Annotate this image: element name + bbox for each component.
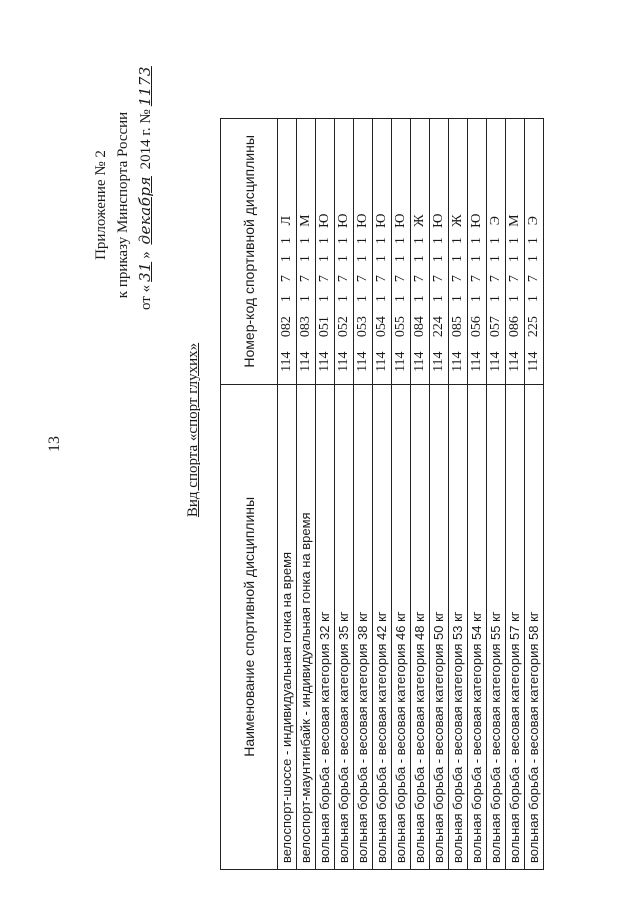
code-segment: 114: [431, 351, 446, 372]
table-row: [525, 119, 544, 870]
year-text: 2014 г. №: [138, 109, 154, 170]
table-body: [278, 119, 544, 870]
code-segment: 7: [393, 275, 408, 283]
code-segment: 057: [488, 316, 503, 338]
table-row: [468, 119, 487, 870]
code-segment: 1: [279, 255, 294, 263]
code-segment: 7: [431, 275, 446, 283]
code-segment: 114: [450, 351, 465, 372]
code-segment: Э: [526, 216, 541, 226]
code-segment: 114: [355, 351, 370, 372]
discipline-code-cell: [278, 119, 297, 385]
table-row: [316, 119, 335, 870]
order-date-line: [134, 66, 157, 310]
code-segment: 1: [488, 237, 503, 245]
code-segment: 1: [526, 295, 541, 303]
table-row: [354, 119, 373, 870]
table-row: [430, 119, 449, 870]
code-segment: 114: [298, 351, 313, 372]
discipline-name-cell: вольная борьба - весовая категория 53 кг: [449, 384, 468, 869]
code-segment: 7: [317, 275, 332, 283]
code-segment: 056: [469, 316, 484, 338]
code-segment: 114: [507, 351, 522, 372]
code-segment: 7: [488, 275, 503, 283]
code-segment: 1: [317, 295, 332, 303]
discipline-name-cell: велоспорт-маунтинбайк - индивидуальная гонка на время: [297, 384, 316, 869]
code-segment: 1: [336, 237, 351, 245]
code-segment: 1: [317, 255, 332, 263]
code-segment: 085: [450, 316, 465, 338]
date-prefix: от «: [138, 284, 154, 310]
code-segment: 1: [526, 255, 541, 263]
code-segment: 1: [298, 255, 313, 263]
code-segment: 1: [488, 255, 503, 263]
code-segment: 1: [279, 237, 294, 245]
code-segment: Ю: [355, 213, 370, 228]
code-segment: 7: [336, 275, 351, 283]
code-segment: 1: [526, 237, 541, 245]
discipline-name-cell: вольная борьба - весовая категория 38 кг: [354, 384, 373, 869]
code-segment: 225: [526, 316, 541, 338]
discipline-code-cell: [525, 119, 544, 385]
code-segment: Л: [279, 215, 294, 226]
discipline-code-cell: [335, 119, 354, 385]
code-segment: 1: [336, 295, 351, 303]
code-segment: 7: [298, 275, 313, 283]
code-segment: 083: [298, 316, 313, 338]
sport-title: Вид спорта «спорт глухих»: [185, 342, 201, 518]
code-segment: 1: [374, 255, 389, 263]
code-segment: 114: [393, 351, 408, 372]
order-reference: к приказу Минспорта России: [115, 111, 131, 299]
code-segment: 1: [355, 237, 370, 245]
code-segment: Ю: [469, 213, 484, 228]
code-segment: 1: [469, 295, 484, 303]
code-segment: 1: [412, 237, 427, 245]
code-segment: 7: [450, 275, 465, 283]
discipline-code-cell: [506, 119, 525, 385]
code-segment: Э: [488, 216, 503, 226]
code-segment: 1: [469, 237, 484, 245]
table-row: [335, 119, 354, 870]
discipline-name-cell: вольная борьба - весовая категория 48 кг: [411, 384, 430, 869]
code-segment: 1: [507, 295, 522, 303]
table-row: [449, 119, 468, 870]
code-segment: 052: [336, 316, 351, 338]
code-segment: 1: [279, 295, 294, 303]
code-segment: 114: [469, 351, 484, 372]
table-row: [392, 119, 411, 870]
code-segment: Ю: [317, 213, 332, 228]
code-segment: 7: [469, 275, 484, 283]
code-segment: М: [298, 214, 313, 227]
code-segment: 1: [488, 295, 503, 303]
code-segment: 114: [374, 351, 389, 372]
code-segment: 1: [450, 237, 465, 245]
approval-block: [90, 66, 157, 310]
code-segment: 1: [393, 255, 408, 263]
discipline-name-cell: велоспорт-шоссе - индивидуальная гонка на время: [278, 384, 297, 869]
code-segment: 054: [374, 316, 389, 338]
code-segment: 1: [450, 295, 465, 303]
code-segment: 1: [507, 237, 522, 245]
code-segment: 1: [317, 237, 332, 245]
code-segment: 1: [355, 255, 370, 263]
code-segment: 7: [355, 275, 370, 283]
discipline-code-cell: [430, 119, 449, 385]
code-segment: 114: [412, 351, 427, 372]
page-number: 13: [46, 436, 63, 452]
date-mid: »: [138, 251, 154, 259]
discipline-name-cell: вольная борьба - весовая категория 58 кг: [525, 384, 544, 869]
code-segment: 114: [317, 351, 332, 372]
code-segment: 1: [412, 255, 427, 263]
code-segment: Ю: [393, 213, 408, 228]
code-segment: 7: [412, 275, 427, 283]
code-segment: 1: [431, 295, 446, 303]
table-row: [411, 119, 430, 870]
discipline-name-cell: вольная борьба - весовая категория 46 кг: [392, 384, 411, 869]
code-segment: 082: [279, 316, 294, 338]
code-segment: 055: [393, 316, 408, 338]
code-segment: 1: [355, 295, 370, 303]
code-segment: 1: [374, 295, 389, 303]
table-row: [373, 119, 392, 870]
handwritten-month: декабря: [136, 176, 154, 245]
code-segment: Ю: [374, 213, 389, 228]
table-row: [487, 119, 506, 870]
discipline-name-cell: вольная борьба - весовая категория 35 кг: [335, 384, 354, 869]
code-segment: 1: [412, 295, 427, 303]
code-segment: 1: [298, 237, 313, 245]
code-segment: 7: [526, 275, 541, 283]
table-header-row: [221, 119, 278, 870]
handwritten-day: 31: [136, 261, 154, 282]
code-segment: 1: [298, 295, 313, 303]
discipline-name-cell: вольная борьба - весовая категория 54 кг: [468, 384, 487, 869]
discipline-code-cell: [468, 119, 487, 385]
discipline-code-cell: [449, 119, 468, 385]
code-segment: Ю: [336, 213, 351, 228]
code-segment: Ж: [412, 214, 427, 227]
code-segment: 224: [431, 316, 446, 338]
discipline-code-cell: [411, 119, 430, 385]
code-segment: М: [507, 214, 522, 227]
discipline-code-cell: [392, 119, 411, 385]
code-segment: 051: [317, 316, 332, 338]
code-segment: 1: [336, 255, 351, 263]
discipline-code-cell: [373, 119, 392, 385]
code-segment: Ю: [431, 213, 446, 228]
handwritten-order-number: 1173: [136, 66, 154, 107]
code-segment: 1: [393, 237, 408, 245]
code-segment: 114: [526, 351, 541, 372]
code-segment: 084: [412, 316, 427, 338]
discipline-name-cell: вольная борьба - весовая категория 57 кг: [506, 384, 525, 869]
code-segment: 114: [336, 351, 351, 372]
code-segment: 7: [374, 275, 389, 283]
table-row: [278, 119, 297, 870]
header-discipline-name: Наименование спортивной дисциплины: [221, 384, 278, 869]
code-segment: 1: [393, 295, 408, 303]
code-segment: 114: [488, 351, 503, 372]
discipline-name-cell: вольная борьба - весовая категория 32 кг: [316, 384, 335, 869]
discipline-code-cell: [297, 119, 316, 385]
code-segment: 1: [374, 237, 389, 245]
discipline-name-cell: вольная борьба - весовая категория 42 кг: [373, 384, 392, 869]
table-row: [506, 119, 525, 870]
code-segment: 1: [431, 255, 446, 263]
table-row: [297, 119, 316, 870]
code-segment: 1: [431, 237, 446, 245]
code-segment: 086: [507, 316, 522, 338]
code-segment: 7: [279, 275, 294, 283]
code-segment: 7: [507, 275, 522, 283]
code-segment: 1: [450, 255, 465, 263]
code-segment: 114: [279, 351, 294, 372]
code-segment: 053: [355, 316, 370, 338]
header-discipline-code: Номер-код спортивной дисциплины: [221, 119, 278, 385]
discipline-code-cell: [487, 119, 506, 385]
code-segment: 1: [469, 255, 484, 263]
discipline-name-cell: вольная борьба - весовая категория 55 кг: [487, 384, 506, 869]
code-segment: 1: [507, 255, 522, 263]
code-segment: Ж: [450, 214, 465, 227]
discipline-code-cell: [316, 119, 335, 385]
discipline-name-cell: вольная борьба - весовая категория 50 кг: [430, 384, 449, 869]
appendix-title: Приложение № 2: [93, 150, 109, 260]
rotated-page-content: [90, 66, 560, 870]
discipline-code-cell: [354, 119, 373, 385]
disciplines-table: [220, 118, 544, 870]
